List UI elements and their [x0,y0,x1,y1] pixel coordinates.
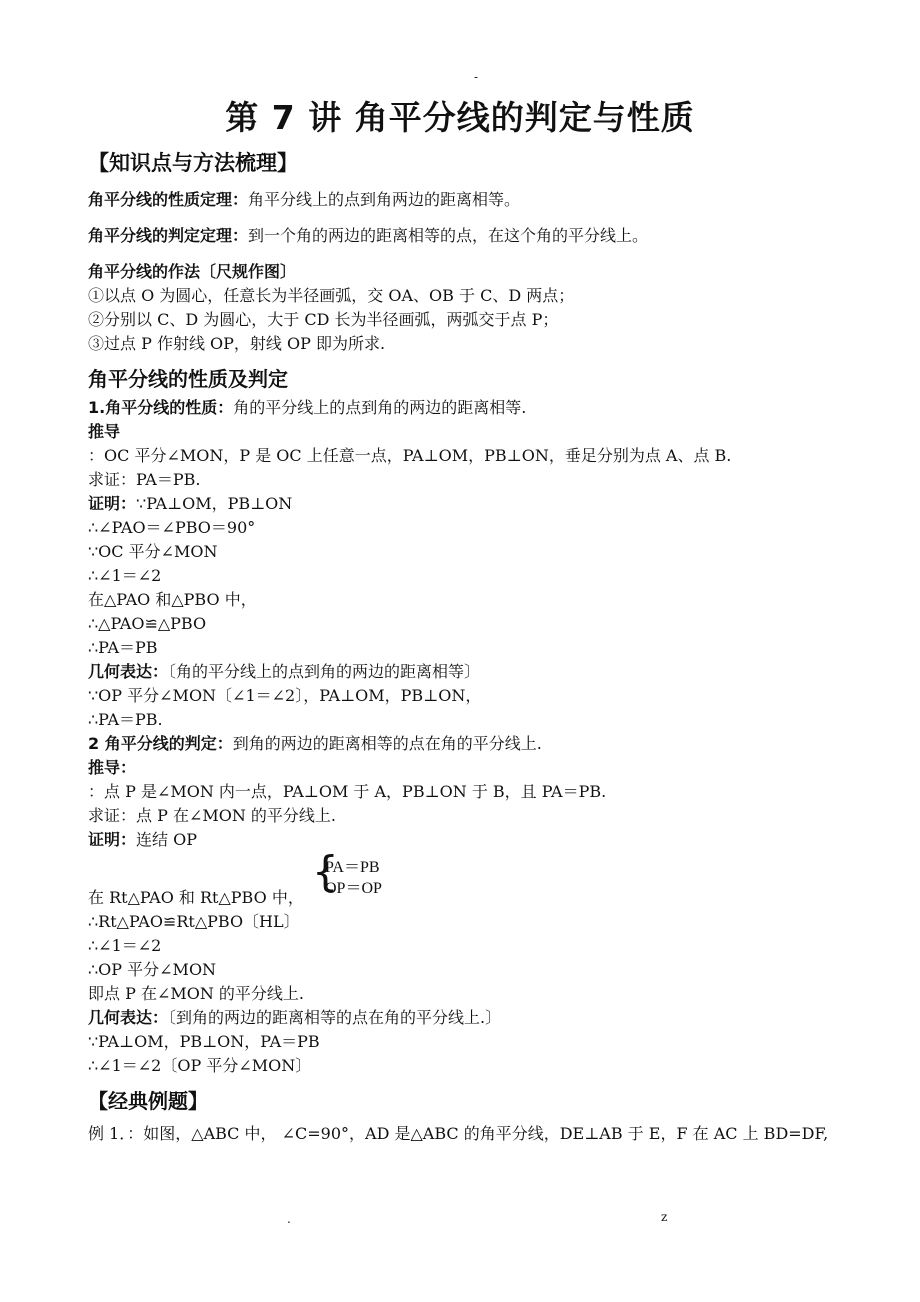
construction-title: 角平分线的作法〔尺规作图〕 [88,262,297,281]
part2-label: 2 角平分线的判定： [88,734,233,753]
part1-geo-text: 〔角的平分线上的点到角的两边的距离相等〕 [168,662,481,681]
proof-line: ∵OC 平分∠MON [88,542,218,561]
proof-line: ∴PA＝PB [88,638,158,657]
part2-proof-first: 连结 OP [136,830,197,849]
property-theorem [88,188,878,212]
equation-2: OP＝OP [325,880,382,897]
judgement-theorem-label: 角平分线的判定定理： [88,226,249,245]
section-knowledge-heading: 【知识点与方法梳理】 [88,151,298,175]
part1-label: 1.角平分线的性质： [88,398,234,417]
section-property-judgement-heading: 角平分线的性质及判定 [88,367,288,391]
geo-line: ∴∠1＝∠2〔OP 平分∠MON〕 [88,1056,312,1075]
judgement-theorem [88,224,878,248]
construction-step: ③过点 P 作射线 OP，射线 OP 即为所求. [88,334,386,353]
equation-1: PA＝PB [325,859,380,876]
geo-line: ∵OP 平分∠MON〔∠1＝∠2〕，PA⊥OM，PB⊥ON， [88,686,482,705]
part1-proof-start [88,492,878,516]
part2-proof-start [88,828,878,852]
part2-geo-text: 〔到角的两边的距离相等的点在角的平分线上.〕 [168,1008,502,1027]
header-mark: - [474,70,479,84]
geo-line: ∵PA⊥OM，PB⊥ON，PA＝PB [88,1032,320,1051]
proof-line: 即点 P 在∠MON 的平分线上. [88,984,305,1003]
proof-line: ∴OP 平分∠MON [88,960,217,979]
part1-proof-label: 证明： [88,494,137,513]
part2-proof-label: 证明： [88,830,137,849]
part1-geometric-expression [88,660,878,684]
footer-dot: . [287,1212,291,1226]
part1-heading [88,396,878,420]
footer-mark: z [661,1210,668,1224]
system-intro: 在 Rt△PAO 和 Rt△PBO 中， [88,888,304,907]
page-title: 第 7 讲 角平分线的判定与性质 [225,98,695,137]
construction-step: ②分别以 C、D 为圆心，大于 CD 长为半径画弧，两弧交于点 P； [88,310,559,329]
property-theorem-label: 角平分线的性质定理： [88,190,249,209]
property-theorem-text: 角平分线上的点到角两边的距离相等。 [248,190,521,209]
proof-line: ∴∠1＝∠2 [88,936,162,955]
example-1: 例 1．：如图，△ABC 中， ∠C=90°，AD 是△ABC 的角平分线，DE⊥AB 于 E，F 在 AC 上 BD=DF, [88,1124,829,1143]
section-examples-heading: 【经典例题】 [88,1089,208,1113]
part1-prove: 求证：PA＝PB. [88,470,201,489]
part2-derive-label: 推导： [88,758,137,777]
part2-prove: 求证：点 P 在∠MON 的平分线上. [88,806,337,825]
part2-given: ：点 P 是∠MON 内一点，PA⊥OM 于 A，PB⊥ON 于 B，且 PA＝PB. [88,782,607,801]
part2-geometric-expression [88,1006,878,1030]
part2-heading [88,732,878,756]
part1-given: ：OC 平分∠MON，P 是 OC 上任意一点，PA⊥OM，PB⊥ON，垂足分别为点 A、点 B. [88,446,732,465]
geo-line: ∴PA＝PB. [88,710,163,729]
brace-icon: { [312,847,339,896]
document-body [88,145,878,1146]
proof-line: ∴△PAO≌△PBO [88,614,207,633]
proof-line: ∴Rt△PAO≌Rt△PBO〔HL〕 [88,912,300,931]
judgement-theorem-text: 到一个角的两边的距离相等的点，在这个角的平分线上。 [248,226,649,245]
construction-step: ①以点 O 为圆心，任意长为半径画弧，交 OA、OB 于 C、D 两点； [88,286,575,305]
proof-line: 在△PAO 和△PBO 中， [88,590,257,609]
part1-derive-label: 推导 [88,422,121,441]
part1-text: 角的平分线上的点到角的两边的距离相等. [233,398,527,417]
part2-geo-label: 几何表达： [88,1008,169,1027]
part2-text: 到角的两边的距离相等的点在角的平分线上. [232,734,542,753]
proof-line: ∴∠PAO＝∠PBO＝90° [88,518,256,537]
part1-proof-first: ∵PA⊥OM，PB⊥ON [136,494,293,513]
equation-system-block [88,847,878,910]
part1-geo-label: 几何表达： [88,662,169,681]
proof-line: ∴∠1＝∠2 [88,566,162,585]
equation-system [312,847,392,897]
